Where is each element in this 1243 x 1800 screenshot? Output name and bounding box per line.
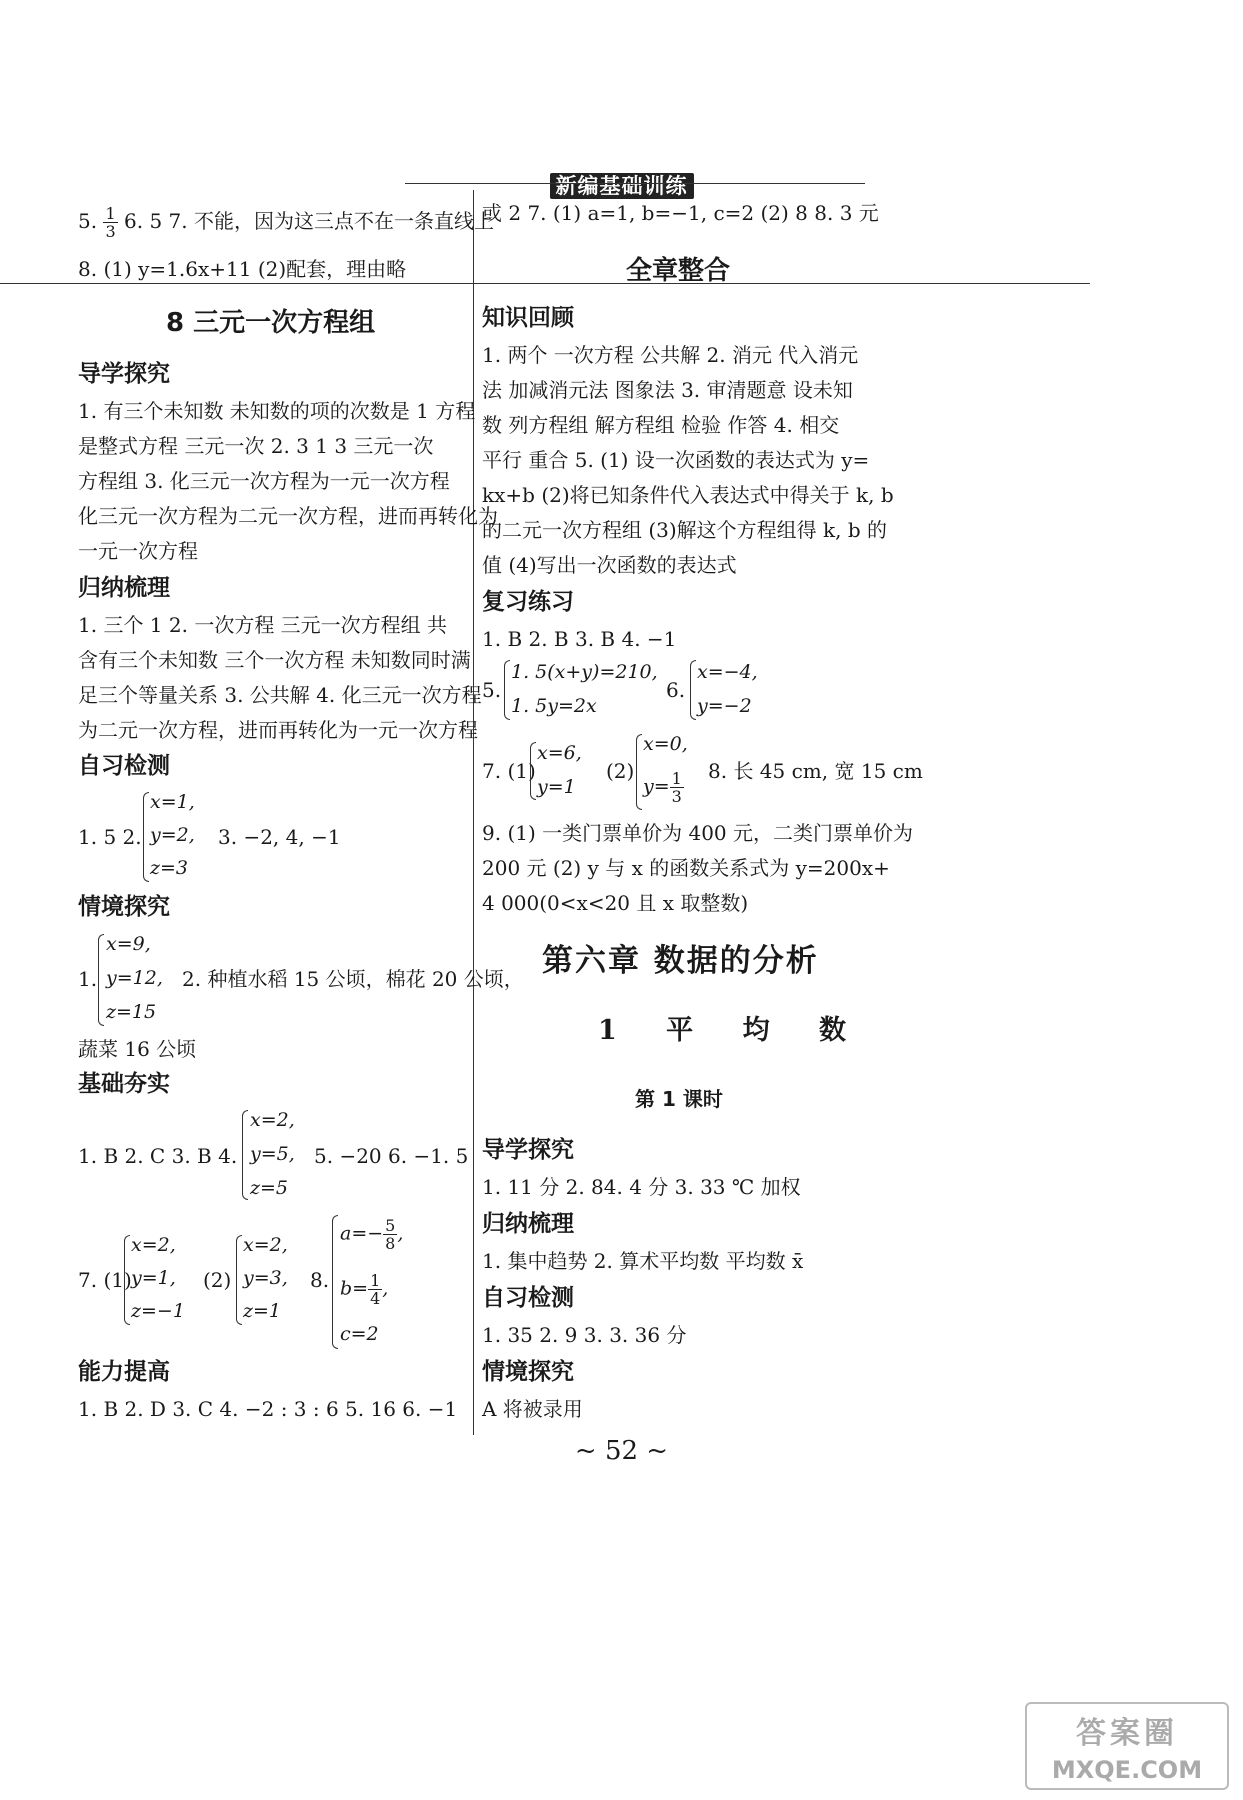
- answer-line: 5. $\frac{1}{3}$ 6. 5 7. 不能，因为这三点不在一条直线上: [78, 204, 494, 241]
- equation-line: x=9,: [106, 933, 151, 955]
- subsection-heading: 导学探究: [482, 1137, 574, 1163]
- answer-line: 是整式方程 三元一次 2. 3 1 3 三元一次: [78, 434, 434, 458]
- answer-line: 9. (1) 一类门票单价为 400 元，二类门票单价为: [482, 821, 914, 845]
- running-header: [0, 170, 1243, 200]
- answer-line: 或 2 7. (1) a=1, b=−1, c=2 (2) 8 8. 3 元: [482, 201, 879, 225]
- subsection-heading: 情境探究: [78, 894, 170, 920]
- equation-brace: [504, 660, 510, 720]
- equation-brace: [332, 1215, 338, 1349]
- section-title: 全章整合: [626, 256, 731, 286]
- answer-line: 1. 35 2. 9 3. 3. 36 分: [482, 1323, 687, 1347]
- subsection-heading: 自习检测: [482, 1285, 574, 1311]
- equation-line: y=3,: [243, 1267, 288, 1289]
- column-divider: [473, 190, 474, 1435]
- answer-line: 平行 重合 5. (1) 设一次函数的表达式为 y=: [482, 448, 870, 472]
- equation-brace: [236, 1235, 242, 1325]
- equation-line: y=−2: [697, 695, 752, 717]
- subsection-heading: 归纳梳理: [78, 575, 170, 601]
- fraction: $\frac{1}{3}$: [105, 204, 116, 241]
- answer-line: 1. 集中趋势 2. 算术平均数 平均数 x̄: [482, 1249, 804, 1273]
- answer-line: 2. 种植水稻 15 公顷，棉花 20 公顷，: [182, 967, 524, 991]
- watermark-url: MXQE.COM: [1051, 1756, 1203, 1784]
- equation-brace: [143, 792, 149, 882]
- equation-line: x=2,: [131, 1234, 176, 1256]
- answer-prefix: 1. 5 2.: [78, 825, 142, 849]
- subsection-heading: 基础夯实: [78, 1071, 170, 1097]
- equation-line: x=2,: [250, 1109, 295, 1131]
- answer-prefix: 5.: [482, 678, 502, 702]
- equation-line: a=− $\frac{5}{8}$ ,: [340, 1216, 404, 1253]
- answer-line: 1. 三个 1 2. 一次方程 三元一次方程组 共: [78, 613, 448, 637]
- chapter-title: 第六章 数据的分析: [542, 943, 819, 979]
- equation-line: y= $\frac{1}{3}$: [643, 769, 682, 806]
- subsection-heading: 能力提高: [78, 1359, 170, 1385]
- answer-line: 1. B 2. D 3. C 4. −2 : 3 : 6 5. 16 6. −1: [78, 1397, 458, 1421]
- answer-line: 为二元一次方程，进而再转化为一元一次方程: [78, 718, 478, 742]
- equation-brace: [242, 1110, 248, 1200]
- subsection-heading: 归纳梳理: [482, 1211, 574, 1237]
- answer-prefix: 7. (1): [482, 759, 536, 783]
- equation-brace: [124, 1235, 130, 1325]
- equation-line: x=2,: [243, 1234, 288, 1256]
- watermark-logo: [1025, 1702, 1229, 1790]
- equation-line: b= $\frac{1}{4}$ ,: [340, 1271, 389, 1308]
- answer-line: 足三个等量关系 3. 公共解 4. 化三元一次方程: [78, 683, 482, 707]
- answer-line: 8. 长 45 cm, 宽 15 cm: [708, 759, 923, 783]
- equation-brace: [690, 660, 696, 720]
- answer-line: 4 000(0<x<20 且 x 取整数): [482, 891, 749, 915]
- subsection-heading: 复习练习: [482, 589, 574, 615]
- answer-line: A 将被录用: [482, 1397, 583, 1421]
- page-number: ~ 52 ~: [574, 1436, 669, 1466]
- answer-line: 1. 两个 一次方程 公共解 2. 消元 代入消元: [482, 343, 859, 367]
- equation-line: y=5,: [250, 1143, 295, 1165]
- equation-line: y=1,: [131, 1267, 176, 1289]
- answer-line: 5. −20 6. −1. 5: [314, 1144, 469, 1168]
- answer-prefix: 1.: [78, 967, 98, 991]
- answer-line: 的二元一次方程组 (3)解这个方程组得 k, b 的: [482, 518, 888, 542]
- equation-line: y=2,: [150, 824, 195, 846]
- answer-line: 3. −2, 4, −1: [218, 825, 341, 849]
- equation-line: 1. 5y=2x: [511, 695, 597, 717]
- answer-line: kx+b (2)将已知条件代入表达式中得关于 k, b: [482, 483, 894, 507]
- answer-line: 法 加减消元法 图象法 3. 审清题意 设未知: [482, 378, 853, 402]
- answer-line: 1. 11 分 2. 84. 4 分 3. 33 ℃ 加权: [482, 1175, 801, 1199]
- lesson-title: 1 平 均 数: [598, 1015, 866, 1046]
- equation-brace: [636, 734, 642, 810]
- answer-line: 蔬菜 16 公顷: [78, 1037, 197, 1061]
- equation-line: z=3: [150, 857, 189, 879]
- answer-line: 方程组 3. 化三元一次方程为一元一次方程: [78, 469, 450, 493]
- answer-line: 一元一次方程: [78, 539, 198, 563]
- answer-line: 含有三个未知数 三个一次方程 未知数同时满: [78, 648, 471, 672]
- answer-line: 值 (4)写出一次函数的表达式: [482, 553, 737, 577]
- header-title: 新编基础训练: [550, 173, 694, 199]
- equation-line: x=0,: [643, 733, 688, 755]
- watermark-text: 答案圈: [1076, 1716, 1178, 1751]
- equation-line: 1. 5(x+y)=210,: [511, 661, 658, 683]
- answer-prefix: 7. (1): [78, 1268, 132, 1292]
- answer-prefix: 6.: [666, 678, 686, 702]
- lesson-subtitle: 第 1 课时: [635, 1087, 723, 1111]
- equation-line: y=12,: [106, 967, 163, 989]
- answer-line: 8. (1) y=1.6x+11 (2)配套，理由略: [78, 257, 407, 281]
- equation-line: z=1: [243, 1300, 282, 1322]
- answer-prefix: 1. B 2. C 3. B 4.: [78, 1144, 238, 1168]
- equation-line: y=1: [537, 776, 576, 798]
- equation-line: z=5: [250, 1177, 289, 1199]
- equation-line: c=2: [340, 1323, 379, 1345]
- section-rule: [0, 283, 1090, 284]
- subsection-heading: 知识回顾: [482, 305, 574, 331]
- equation-line: z=−1: [131, 1300, 185, 1322]
- equation-line: z=15: [106, 1001, 157, 1023]
- answer-prefix: 8.: [310, 1268, 330, 1292]
- section-title: 8 三元一次方程组: [166, 308, 376, 338]
- answer-line: 200 元 (2) y 与 x 的函数关系式为 y=200x+: [482, 856, 890, 880]
- answer-line: 1. B 2. B 3. B 4. −1: [482, 627, 677, 651]
- equation-line: x=1,: [150, 791, 195, 813]
- equation-line: x=−4,: [697, 661, 758, 683]
- equation-line: x=6,: [537, 742, 582, 764]
- subsection-heading: 情境探究: [482, 1359, 574, 1385]
- subsection-heading: 导学探究: [78, 361, 170, 387]
- equation-brace: [530, 742, 536, 800]
- answer-line: 数 列方程组 解方程组 检验 作答 4. 相交: [482, 413, 840, 437]
- answer-line: 化三元一次方程为二元一次方程，进而再转化为: [78, 504, 498, 528]
- answer-prefix: (2): [203, 1268, 232, 1292]
- equation-brace: [98, 934, 104, 1026]
- answer-prefix: (2): [606, 759, 635, 783]
- header-rule: [405, 183, 865, 184]
- subsection-heading: 自习检测: [78, 753, 170, 779]
- answer-line: 1. 有三个未知数 未知数的项的次数是 1 方程: [78, 399, 476, 423]
